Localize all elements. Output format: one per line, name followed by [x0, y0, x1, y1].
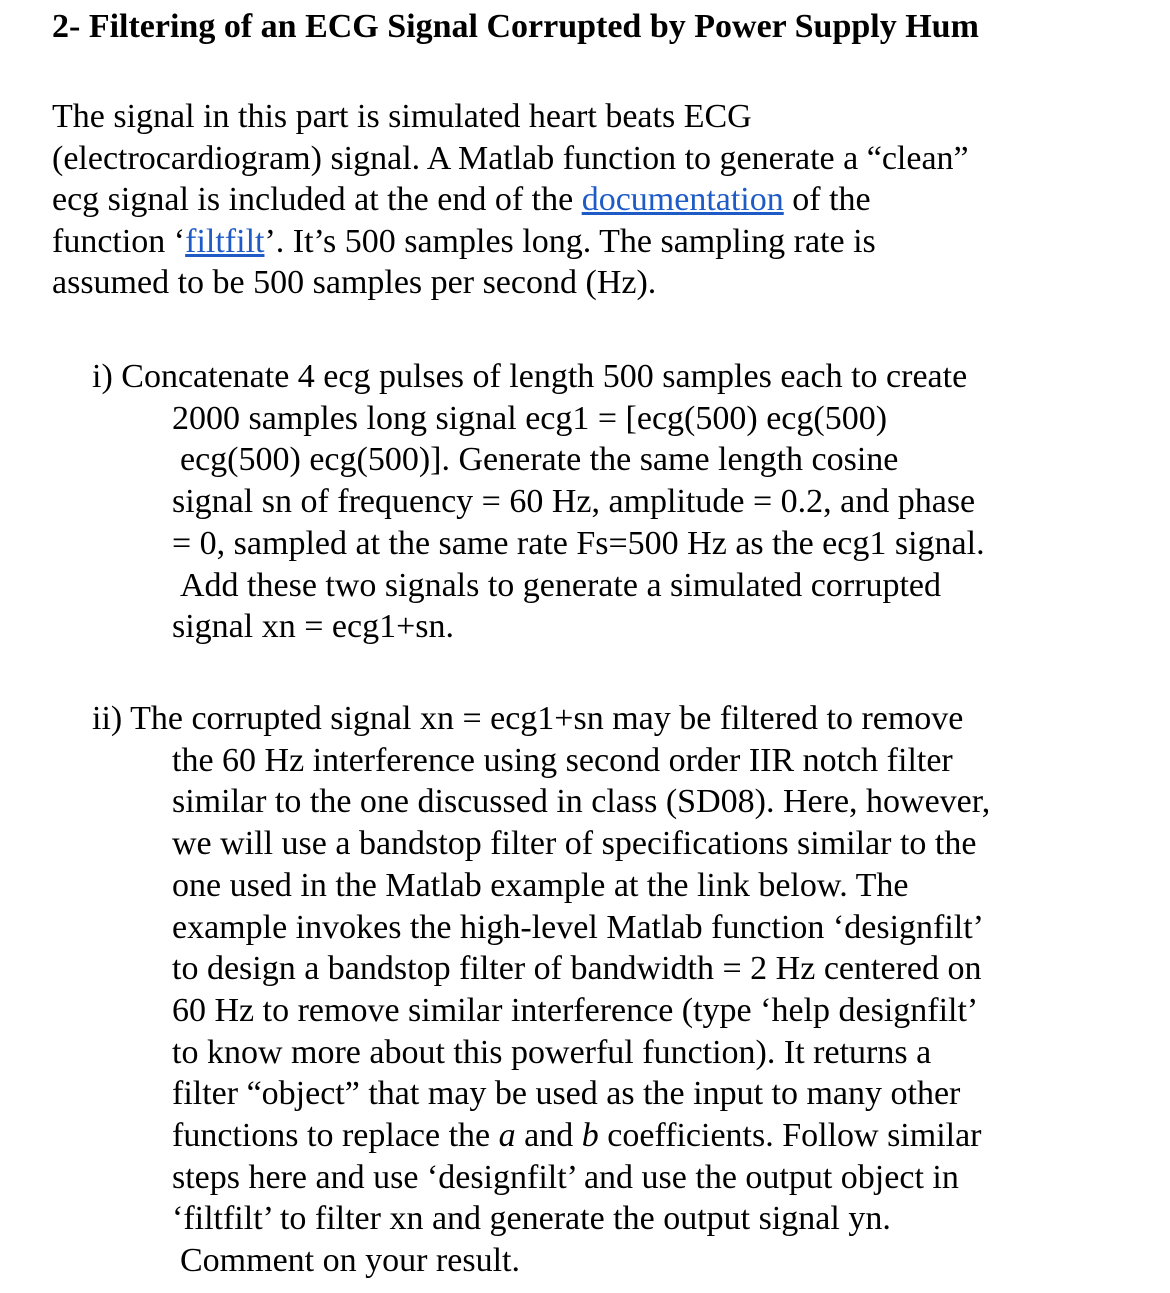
coefficient-a: a: [498, 1117, 516, 1155]
task-line: to know more about this powerful function). It returns a: [172, 1033, 932, 1071]
intro-text: function ‘: [52, 222, 186, 260]
task-line: ‘filtfilt’ to filter xn and generate the output signal yn.: [172, 1200, 891, 1238]
intro-line: The signal in this part is simulated heart beats ECG: [52, 98, 752, 135]
task-line: = 0, sampled at the same rate Fs=500 Hz as the ecg1 signal.: [172, 524, 985, 562]
intro-text: ’. It’s 500 samples long. The sampling rate is: [264, 222, 876, 260]
task-line: one used in the Matlab example at the link below. The: [172, 866, 909, 904]
intro-paragraph: [52, 96, 1132, 304]
task-item-ii: [92, 698, 1152, 1282]
intro-line: [52, 221, 1132, 263]
intro-text: ecg signal is included at the end of the: [52, 181, 582, 219]
task-text: coefficients. Follow similar: [598, 1117, 982, 1155]
intro-line: [52, 179, 1132, 221]
task-line: steps here and use ‘designfilt’ and use the output object in: [172, 1158, 959, 1196]
task-line: the 60 Hz interference using second order IIR notch filter: [172, 741, 953, 779]
documentation-link[interactable]: documentation: [581, 181, 784, 219]
task-line: similar to the one discussed in class (SD08). Here, however,: [172, 783, 991, 821]
task-line: we will use a bandstop filter of specifications similar to the: [172, 825, 977, 863]
task-item-i: [92, 356, 1152, 648]
intro-text: of the: [783, 181, 871, 219]
task-line: ecg(500) ecg(500)]. Generate the same length cosine: [180, 441, 899, 479]
section-title: 2- Filtering of an ECG Signal Corrupted by Power Supply Hum: [52, 8, 979, 45]
task-line: Add these two signals to generate a simulated corrupted: [180, 566, 941, 604]
task-line: ii) The corrupted signal xn = ecg1+sn may be filtered to remove: [92, 700, 964, 737]
task-line: [92, 1115, 1152, 1157]
task-text: functions to replace the: [172, 1117, 499, 1155]
task-line: to design a bandstop filter of bandwidth = 2 Hz centered on: [172, 950, 982, 988]
coefficient-b: b: [581, 1117, 599, 1155]
task-line: Comment on your result.: [180, 1242, 520, 1280]
task-line: signal sn of frequency = 60 Hz, amplitude = 0.2, and phase: [172, 483, 976, 521]
intro-line: (electrocardiogram) signal. A Matlab function to generate a “clean”: [52, 139, 969, 177]
task-line: signal xn = ecg1+sn.: [172, 608, 454, 646]
filtfilt-link[interactable]: filtfilt: [185, 222, 265, 260]
task-line: i) Concatenate 4 ecg pulses of length 500 samples each to create: [92, 358, 968, 395]
task-line: example invokes the high-level Matlab function ‘designfilt’: [172, 908, 984, 946]
task-line: 2000 samples long signal ecg1 = [ecg(500) ecg(500): [172, 399, 888, 437]
task-line: filter “object” that may be used as the input to many other: [172, 1075, 961, 1113]
task-text: and: [515, 1117, 582, 1155]
intro-line: assumed to be 500 samples per second (Hz).: [52, 264, 657, 302]
task-line: 60 Hz to remove similar interference (type ‘help designfilt’: [172, 991, 979, 1029]
